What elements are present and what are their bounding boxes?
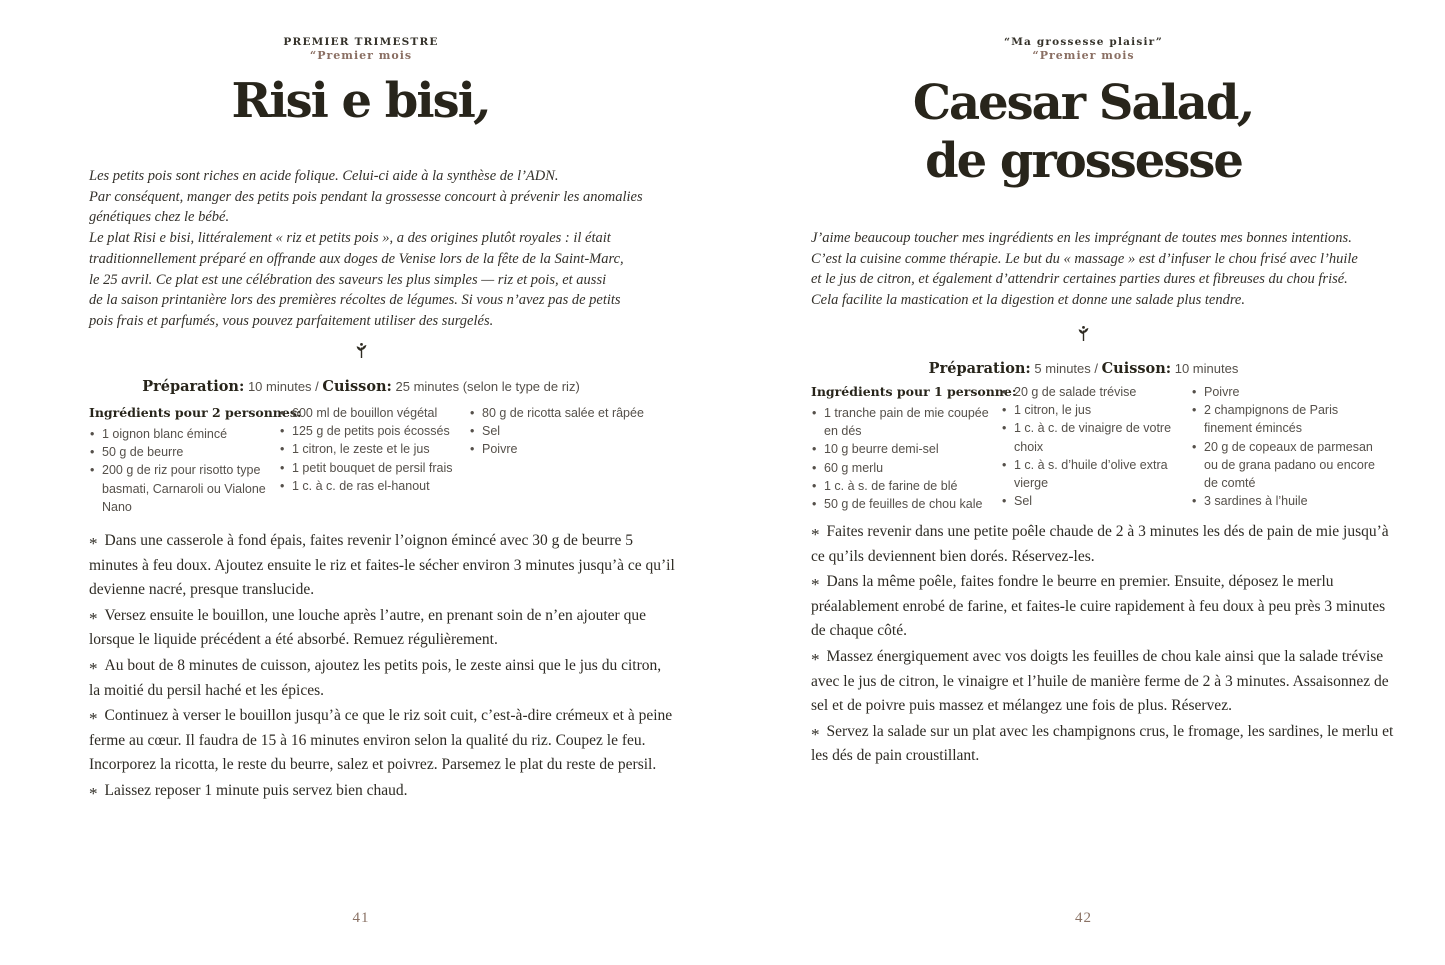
intro-line: de la saison printanière lors des premières récoltes de légumes. Si vous n’avez pas de petits [89, 292, 621, 309]
method-step: * Continuez à verser le bouillon jusqu’à ce que le riz soit cuit, c’est-à-dire crémeux et à peine ferme au cœur. Il faudra de 15 à 16 minutes environ selon la qualité du riz. Coupez le feu. Incorporez la ricotta, le reste du beurre, salez et poivrez. Parsemez le plat du reste de persil. [89, 703, 675, 778]
ingredients-column-2 [279, 404, 469, 495]
intro-line: J’aime beaucoup toucher mes ingrédients en les imprégnant de toutes mes bonnes intentions. [811, 230, 1352, 246]
intro-line: traditionnellement préparé en offrande aux doges de Venise lors de la fête de la Saint-Marc, [89, 250, 624, 267]
chapter-eyebrow [0, 36, 722, 62]
method-step: * Versez ensuite le bouillon, une louche après l’autre, en prenant soin de n’en ajouter que lorsque le liquide précédent a été absorbé. Remuez régulièrement. [89, 603, 675, 653]
month-label: “Premier mois [1032, 49, 1135, 62]
prep-label: Préparation: [142, 378, 245, 395]
page-number: 41 [352, 910, 370, 926]
chapter-label: “Ma grossesse plaisir” [1003, 36, 1164, 48]
ingredient-item: • 50 g de beurre [89, 443, 271, 461]
divider-ornament [722, 324, 1445, 342]
title-swash: , [1237, 75, 1255, 131]
prep-label: Préparation: [928, 360, 1031, 377]
ingredient-item: • 3 sardines à l’huile [1191, 492, 1378, 510]
ingredient-item: • 1 petit bouquet de persil frais [279, 459, 461, 477]
prep-value: 5 minutes / [1034, 361, 1098, 376]
recipe-title-line2: de grossesse [925, 133, 1242, 189]
intro-line: Cela facilite la mastication et la digestion et donne une salade plus tendre. [811, 292, 1245, 309]
ingredients-section [811, 383, 1386, 513]
cook-value: 25 minutes (selon le type de riz) [395, 379, 580, 394]
ingredient-item: • 1 c. à s. de farine de blé [811, 477, 993, 495]
intro-line: pois frais et parfumés, vous pouvez parfaitement utiliser des surgelés. [89, 312, 494, 329]
ingredient-item: • 125 g de petits pois écossés [279, 422, 461, 440]
method-step: * Faites revenir dans une petite poêle chaude de 2 à 3 minutes les dés de pain de mie jusqu’à ce qu’ils deviennent bien dorés. Réservez-les. [811, 519, 1397, 569]
cook-label: Cuisson: [1101, 360, 1172, 377]
cook-label: Cuisson: [322, 378, 392, 395]
ingredients-column-1 [811, 383, 1017, 513]
ingredients-column-3 [1191, 383, 1386, 510]
ingredients-heading: Ingrédients pour 1 personne: [811, 384, 1017, 399]
ingredient-item: • 1 c. à c. de vinaigre de votre choix [1001, 419, 1183, 455]
intro-line: C’est la cuisine comme thérapie. Le but du « massage » est d’infuser le chou frisé avec l’huile [811, 250, 1358, 267]
ingredient-item: • 1 oignon blanc émincé [89, 425, 271, 443]
recipe-title-text: Caesar Salad [912, 75, 1238, 131]
method-step: * Servez la salade sur un plat avec les champignons crus, le fromage, les sardines, le merlu et les dés de pain croustillant. [811, 719, 1397, 769]
intro-line: et le jus de citron, et également d’attendrir certaines parties dures et fibreuses du chou frisé. [811, 271, 1348, 288]
recipe-page-right [722, 0, 1445, 965]
method-steps [89, 528, 675, 804]
title-swash: , [473, 73, 491, 129]
ingredient-item: • Sel [469, 422, 656, 440]
divider-ornament [0, 341, 722, 359]
recipe-page-left [0, 0, 722, 965]
ingredient-item: • 2 champignons de Paris finement émincés [1191, 401, 1378, 437]
ingredient-item: • Poivre [469, 440, 656, 458]
prep-line [722, 360, 1445, 377]
intro-line: génétiques chez le bébé. [89, 209, 230, 226]
recipe-title-text: Risi e bisi [231, 73, 474, 129]
ingredient-item: • 60 g merlu [811, 459, 993, 477]
ingredient-item: • 50 g de feuilles de chou kale [811, 495, 993, 513]
intro-line: Les petits pois sont riches en acide folique. Celui-ci aide à la synthèse de l’ADN. [89, 168, 559, 184]
sprout-ornament-icon [1076, 325, 1091, 342]
ingredients-column-1 [89, 404, 302, 516]
method-step: * Laissez reposer 1 minute puis servez bien chaud. [89, 778, 675, 804]
ingredients-column-3 [469, 404, 664, 459]
ingredient-item: • 200 g de riz pour risotto type basmati, Carnaroli ou Vialone Nano [89, 461, 271, 516]
ingredient-item: • 1 tranche pain de mie coupée en dés [811, 404, 993, 440]
prep-line [0, 378, 722, 395]
recipe-title [0, 72, 722, 130]
intro-line: Par conséquent, manger des petits pois pendant la grossesse concourt à prévenir les anomalies [89, 188, 643, 205]
prep-value: 10 minutes / [247, 379, 319, 394]
ingredient-item: • 1 citron, le zeste et le jus [279, 440, 461, 458]
ingredient-item: • 1 citron, le jus [1001, 401, 1183, 419]
method-step: * Au bout de 8 minutes de cuisson, ajoutez les petits pois, le zeste ainsi que le jus du citron, la moitié du persil haché et les épices. [89, 653, 675, 703]
ingredient-item: • Sel [1001, 492, 1183, 510]
intro-line: Le plat Risi e bisi, littéralement « riz et petits pois », a des origines plutôt royales : il était [89, 230, 611, 247]
ingredient-item: • 600 ml de bouillon végétal [279, 404, 461, 422]
ingredient-item: • 80 g de ricotta salée et râpée [469, 404, 656, 422]
ingredient-item: • 1 c. à s. d’huile d’olive extra vierge [1001, 456, 1183, 492]
cook-value: 10 minutes [1174, 361, 1239, 376]
method-steps [811, 519, 1397, 769]
ingredient-item: • 20 g de copeaux de parmesan ou de grana padano ou encore de comté [1191, 438, 1378, 493]
method-step: * Dans une casserole à fond épais, faites revenir l’oignon émincé avec 30 g de beurre 5 minutes à feu doux. Ajoutez ensuite le riz et faites-le sécher environ 3 minutes jusqu’à ce qu’il devienne nacré, presque translucide. [89, 528, 675, 603]
ingredients-list-1 [811, 404, 1001, 513]
chapter-label: PREMIER TRIMESTRE [283, 36, 439, 48]
ingredient-item: • 20 g de salade trévise [1001, 383, 1183, 401]
method-step: * Massez énergiquement avec vos doigts les feuilles de chou kale ainsi que la salade trévise avec le jus de citron, le vinaigre et l’huile de manière ferme de 2 à 3 minutes. Assaisonnez de sel et de poivre puis massez et mélangez une fois de plus. Réservez. [811, 644, 1397, 719]
intro-line: le 25 avril. Ce plat est une célébration des saveurs les plus simples — riz et pois, et aussi [89, 271, 607, 288]
recipe-title [722, 74, 1445, 190]
recipe-intro [811, 228, 1391, 311]
ingredient-item: • 1 c. à c. de ras el-hanout [279, 477, 461, 495]
ingredient-item: • 10 g beurre demi-sel [811, 440, 993, 458]
ingredients-heading: Ingrédients pour 2 personnes: [89, 405, 302, 420]
ingredients-list-1 [89, 425, 279, 516]
ingredients-column-2 [1001, 383, 1191, 510]
ingredient-item: • Poivre [1191, 383, 1378, 401]
page-number: 42 [1075, 910, 1092, 926]
chapter-eyebrow [722, 36, 1445, 62]
recipe-title-line1 [722, 74, 1445, 132]
ingredients-section [89, 404, 664, 516]
recipe-intro [89, 166, 669, 332]
sprout-ornament-icon [354, 342, 369, 359]
month-label: “Premier mois [309, 49, 413, 62]
method-step: * Dans la même poêle, faites fondre le beurre en premier. Ensuite, déposez le merlu préalablement enrobé de farine, et faites-le cuire rapidement à feu doux à peu près 3 minutes de chaque côté. [811, 569, 1397, 644]
